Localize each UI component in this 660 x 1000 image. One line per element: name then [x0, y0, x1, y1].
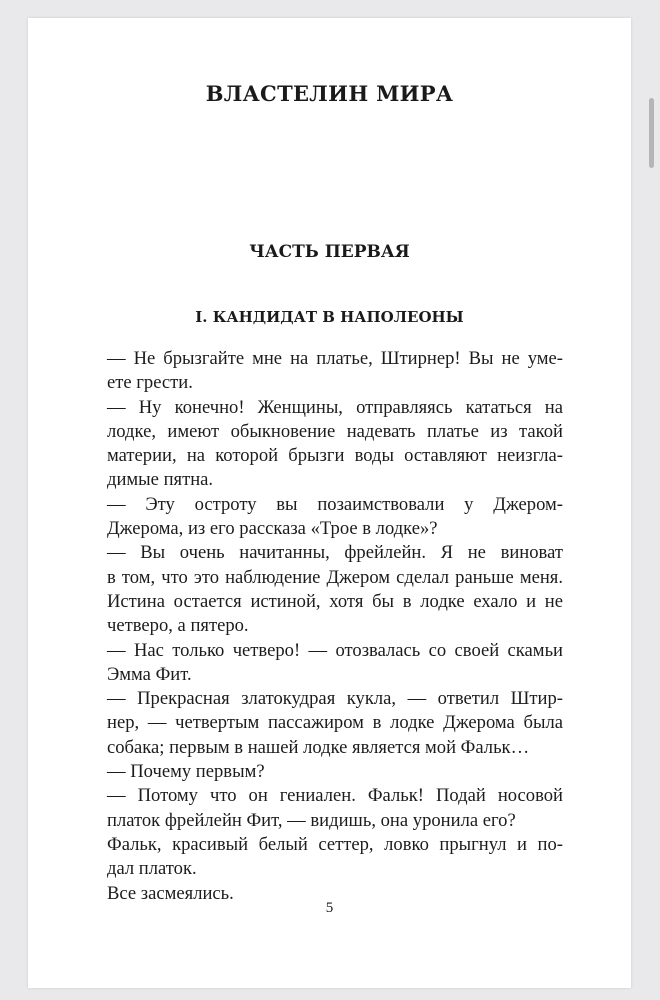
text-line: — Почему первым?: [107, 761, 265, 783]
text-line: дал платок.: [107, 858, 197, 880]
text-line: — Потому что он гениален. Фальк! Подай носовой: [107, 785, 563, 807]
text-line: димые пятна.: [107, 469, 214, 491]
text-line: — Ну конечно! Женщины, отправляясь кататься на: [107, 396, 563, 418]
scrollbar-thumb[interactable]: [649, 98, 654, 168]
text-line: Фальк, красивый белый сеттер, ловко прыгнул и по-: [107, 833, 563, 855]
paragraph: [85, 760, 563, 784]
text-line: — Прекрасная златокудрая кукла, — ответил Штир-: [107, 688, 563, 710]
chapter-body: [85, 347, 563, 906]
text-line: лодке, имеют обыкновение надевать платье из такой: [107, 420, 563, 442]
paragraph: [85, 687, 563, 760]
chapter-title: I. КАНДИДАТ В НАПОЛЕОНЫ: [195, 308, 464, 326]
text-line: ете грести.: [107, 372, 193, 394]
text-line: Истина остается истиной, хотя бы в лодке ехало и не: [107, 590, 563, 612]
paragraph: [85, 347, 563, 396]
text-line: Все засмеялись.: [107, 882, 234, 904]
text-line: — Вы очень начитанны, фрейлейн. Я не виноват: [107, 542, 563, 564]
book-title: ВЛАСТЕЛИН МИРА: [205, 81, 454, 106]
text-line: нер, — четвертым пассажиром в лодке Джерома была: [107, 712, 563, 734]
text-line: платок фрейлейн Фит, — видишь, она уронила его?: [107, 809, 516, 831]
part-title: ЧАСТЬ ПЕРВАЯ: [249, 242, 410, 262]
paragraph: [85, 396, 563, 493]
text-line: Джерома, из его рассказа «Трое в лодке»?: [107, 518, 438, 540]
page-number: 5: [325, 900, 334, 916]
text-line: — Эту остроту вы позаимствовали у Джером-: [107, 493, 563, 515]
paragraph: [85, 639, 563, 688]
text-line: — Не брызгайте мне на платье, Штирнер! Вы не уме-: [107, 348, 563, 369]
paragraph: [85, 833, 563, 882]
paragraph: [85, 784, 563, 833]
paragraph: [85, 541, 563, 638]
book-page: [28, 18, 631, 988]
text-line: — Нас только четверо! — отозвалась со своей скамьи: [107, 639, 563, 661]
text-line: четверо, а пятеро.: [107, 615, 249, 637]
text-line: Эмма Фит.: [107, 663, 192, 685]
text-line: собака; первым в нашей лодке является мой Фальк…: [107, 736, 530, 758]
paragraph: [85, 493, 563, 542]
text-line: в том, что это наблюдение Джером сделал раньше меня.: [107, 566, 563, 588]
text-line: материи, на которой брызги воды оставляют неизгла-: [107, 445, 563, 467]
